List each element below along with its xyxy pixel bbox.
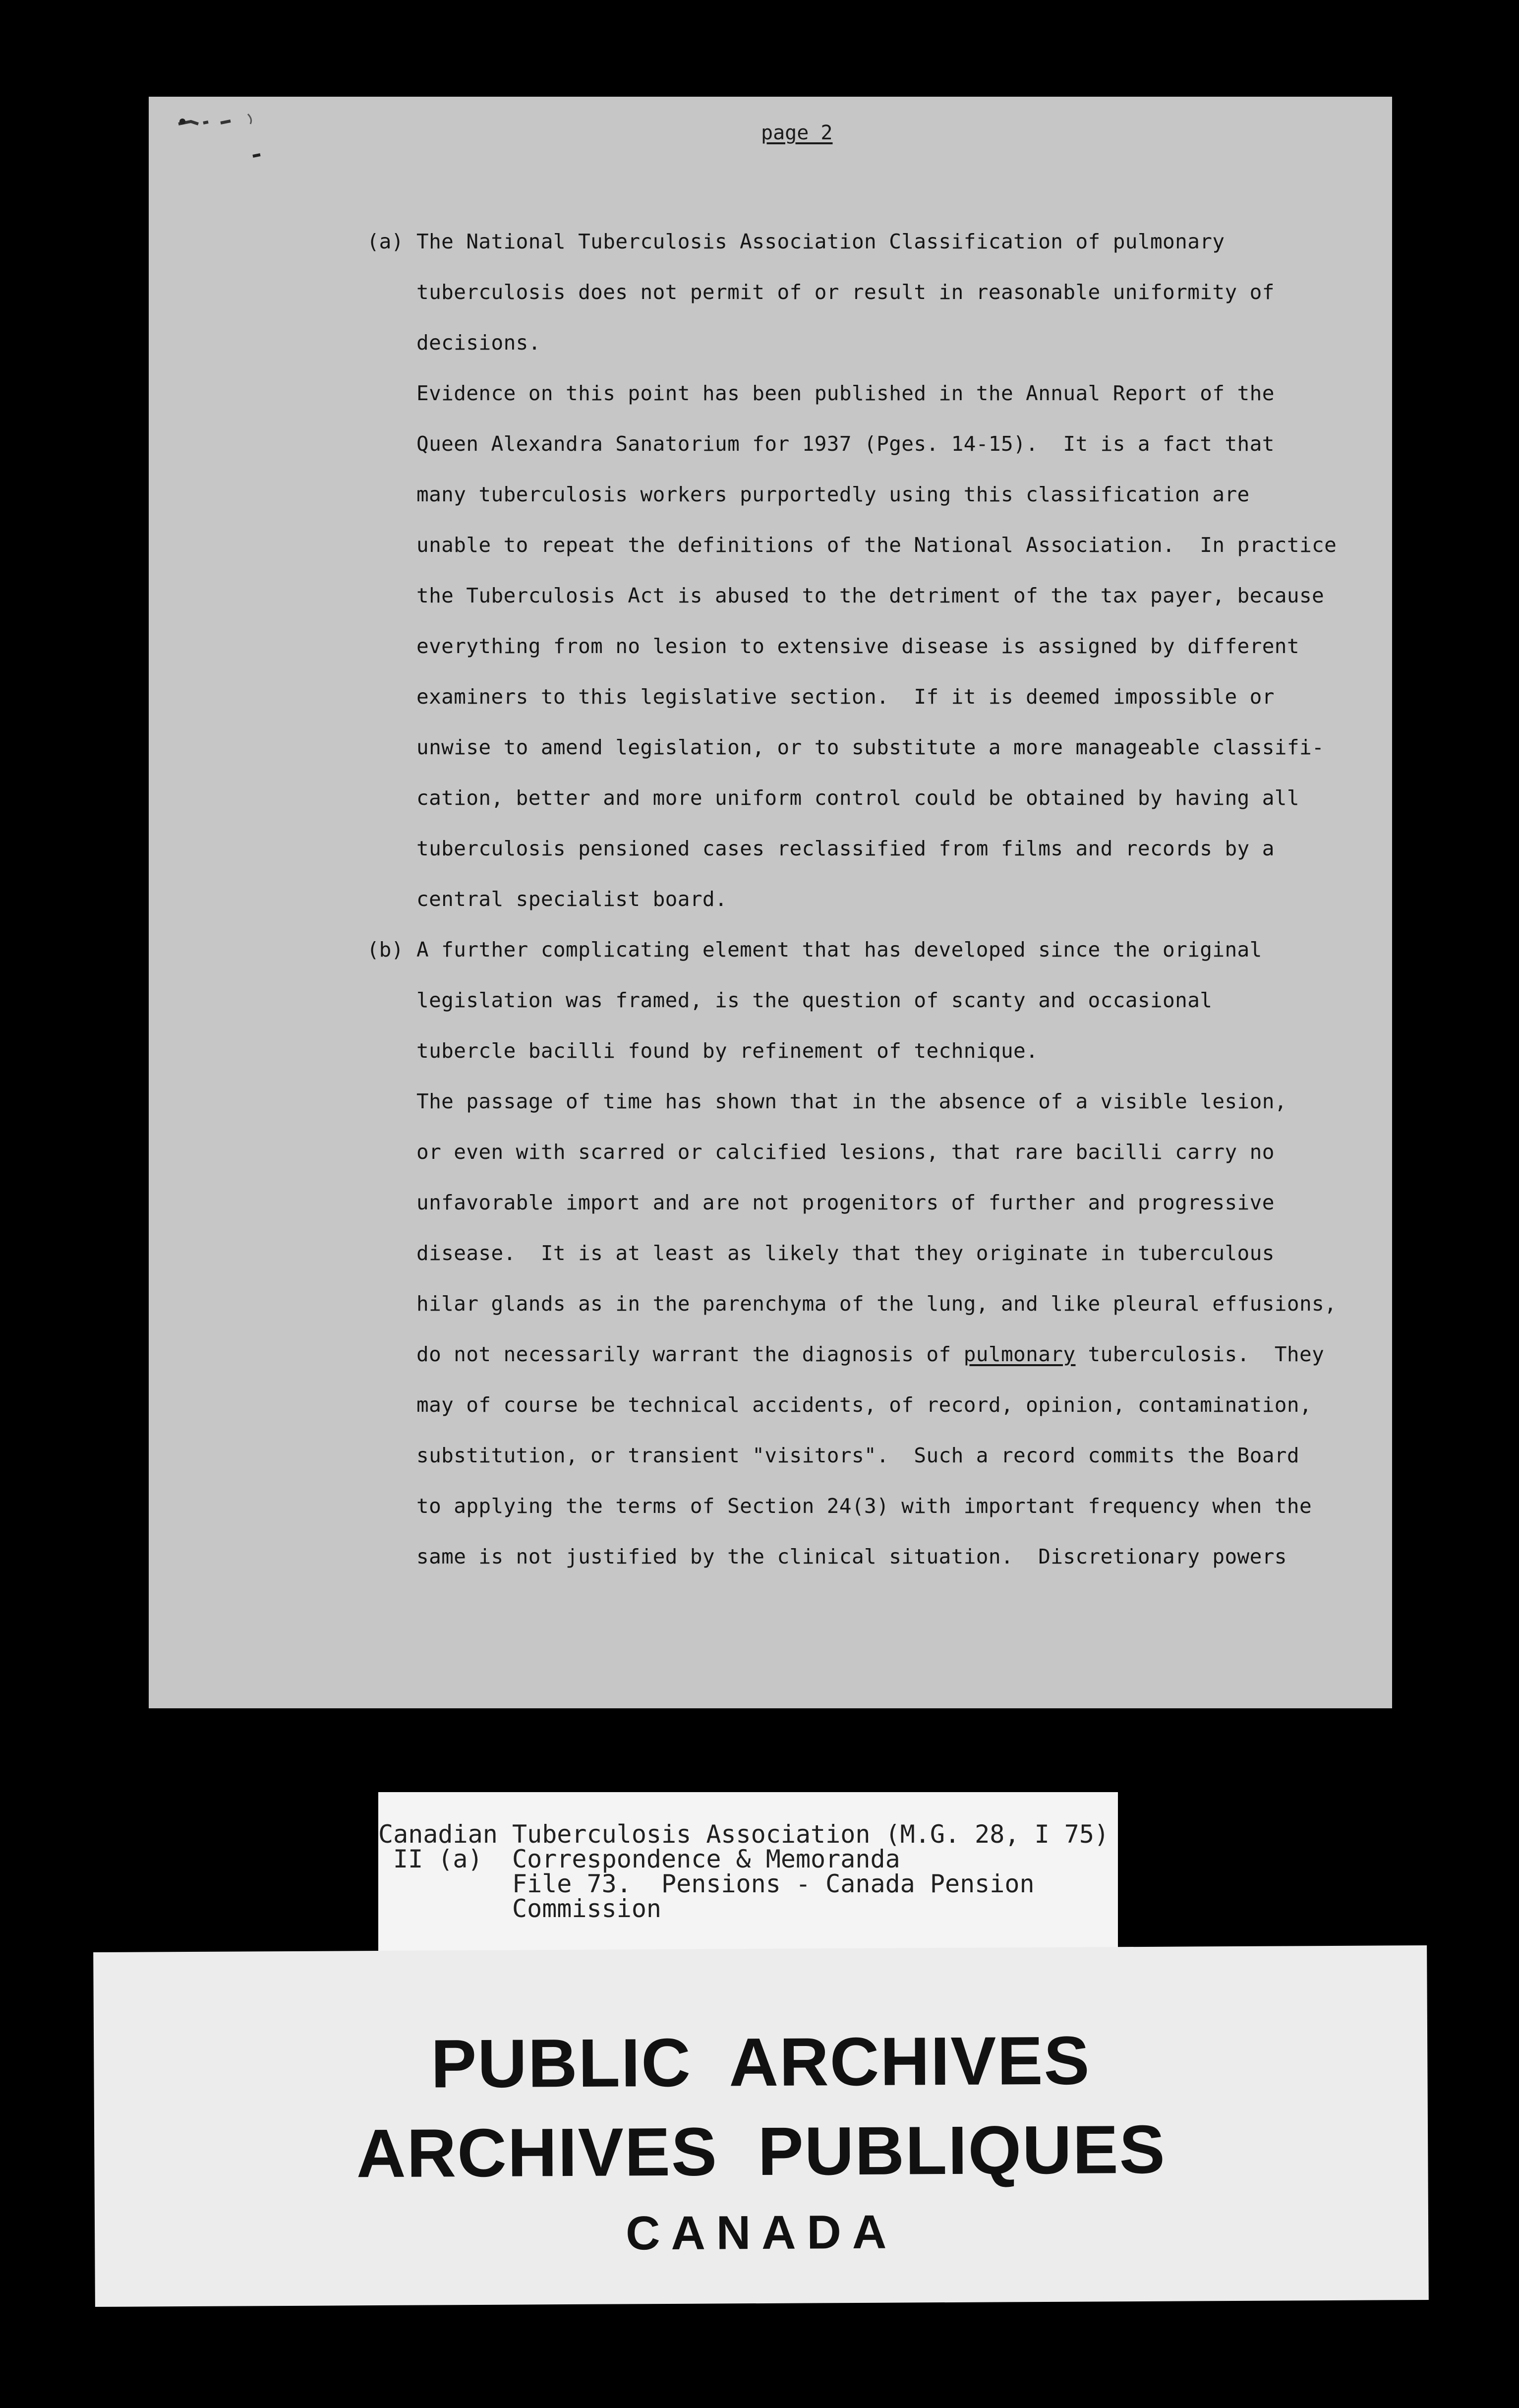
text-line: unfavorable import and are not progenitors of further and progressive — [416, 1191, 1275, 1214]
text-line: examiners to this legislative section. If it is deemed impossible or — [416, 685, 1275, 709]
label-file: File 73. Pensions - Canada Pension — [512, 1869, 1035, 1898]
text-line: central specialist board. — [416, 887, 728, 911]
text-segment: tuberculosis. They — [1075, 1342, 1325, 1366]
text-line — [416, 1342, 1324, 1366]
page-number: page 2 — [761, 121, 833, 144]
public-archives-stamp — [93, 1945, 1429, 2307]
text-line: tuberculosis pensioned cases reclassified from films and records by a — [416, 837, 1275, 860]
text-line: same is not justified by the clinical situation. Discretionary powers — [416, 1545, 1287, 1568]
text-line: tuberculosis does not permit of or result in reasonable uniformity of — [416, 280, 1275, 304]
text-line: A further complicating element that has developed since the original — [416, 938, 1262, 962]
text-line: everything from no lesion to extensive disease is assigned by different — [416, 634, 1299, 658]
text-line: disease. It is at least as likely that they originate in tuberculous — [416, 1241, 1275, 1265]
archive-file-label — [378, 1792, 1118, 1952]
text-line: cation, better and more uniform control could be obtained by having all — [416, 786, 1299, 810]
text-line: substitution, or transient "visitors". Such a record commits the Board — [416, 1444, 1299, 1467]
text-line: unable to repeat the definitions of the National Association. In practice — [416, 533, 1337, 557]
paragraph-a-label: (a) — [367, 230, 404, 253]
text-line: the Tuberculosis Act is abused to the detriment of the tax payer, because — [416, 584, 1325, 607]
text-line: The National Tuberculosis Association Classification of pulmonary — [416, 230, 1225, 253]
label-title: Tuberculosis Association (M.G. 28, I 75) — [512, 1820, 1110, 1849]
underlined-word: pulmonary — [963, 1342, 1076, 1366]
text-line: unwise to amend legislation, or to substitute a more manageable classifi- — [416, 735, 1325, 759]
text-line: tubercle bacilli found by refinement of technique. — [416, 1039, 1039, 1063]
text-line: Evidence on this point has been published in the Annual Report of the — [416, 381, 1275, 405]
pencil-mark-icon — [174, 109, 273, 179]
label-series: II (a) — [393, 1845, 483, 1873]
stamp-line-country: CANADA — [625, 2205, 898, 2260]
text-line: may of course be technical accidents, of record, opinion, contamination, — [416, 1393, 1312, 1417]
stamp-line-english: PUBLIC ARCHIVES — [430, 2022, 1091, 2103]
label-subtitle: Correspondence & Memoranda — [512, 1845, 900, 1873]
label-collection: Canadian — [378, 1820, 498, 1849]
text-line: hilar glands as in the parenchyma of the lung, and like pleural effusions, — [416, 1292, 1337, 1316]
text-line: The passage of time has shown that in the absence of a visible lesion, — [416, 1089, 1287, 1113]
text-segment: do not necessarily warrant the diagnosis of — [416, 1342, 964, 1366]
text-line: legislation was framed, is the question of scanty and occasional — [416, 988, 1213, 1012]
stamp-line-french: ARCHIVES PUBLIQUES — [356, 2111, 1167, 2192]
text-line: Queen Alexandra Sanatorium for 1937 (Pges. 14-15). It is a fact that — [416, 432, 1275, 456]
document-page — [149, 97, 1392, 1708]
text-line: or even with scarred or calcified lesions, that rare bacilli carry no — [416, 1140, 1275, 1164]
paragraph-b-label: (b) — [367, 938, 404, 962]
label-file-cont: Commission — [512, 1894, 662, 1923]
text-line: to applying the terms of Section 24(3) with important frequency when the — [416, 1494, 1312, 1518]
text-line: decisions. — [416, 331, 541, 355]
text-line: many tuberculosis workers purportedly using this classification are — [416, 482, 1250, 506]
